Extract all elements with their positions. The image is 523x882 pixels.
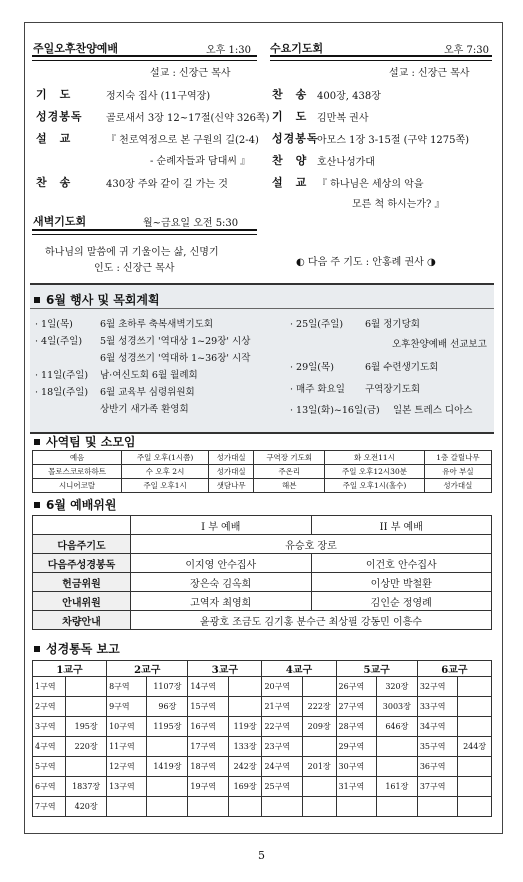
event-text: 일본 트레스 디아스 [393, 405, 473, 416]
bible-cell-area: 21구역 [262, 697, 302, 717]
wednesday-order-value: 호산나성가대 [317, 157, 375, 168]
bible-cell-area [107, 797, 147, 817]
bible-cell-area: 17구역 [188, 737, 228, 757]
team-row [33, 479, 492, 493]
events-divider [30, 308, 494, 309]
bible-cell-area: 19구역 [188, 777, 228, 797]
bible-cell-area: 3구역 [33, 717, 66, 737]
bible-cell-area: 5구역 [33, 757, 66, 777]
afternoon-order-value: 430장 주와 같이 길 가는 것 [106, 179, 228, 190]
team-cell: 수 오후 2시 [122, 465, 209, 479]
bible-cell-area: 35구역 [417, 737, 457, 757]
event-text: 남·여신도회 6월 월례회 [100, 370, 198, 381]
bible-cell-count [458, 797, 492, 817]
worship-role-label: 헌금위원 [33, 573, 131, 592]
bible-cell-area [262, 797, 302, 817]
bible-cell-count [147, 777, 188, 797]
bible-cell-area: 13구역 [107, 777, 147, 797]
event-text: 상반기 새가족 환영회 [100, 404, 189, 415]
bible-cell-count [302, 677, 336, 697]
event-date: · 11일(주일) [35, 370, 89, 381]
bible-cell-area: 1구역 [33, 677, 66, 697]
team-cell: 성가대실 [209, 465, 254, 479]
worship-names: 윤광호 조금도 김기홍 분수근 최상필 강동민 이흥수 [131, 611, 492, 630]
bible-row [33, 757, 492, 777]
bible-cell-count: 420장 [66, 797, 107, 817]
worship-names-2: 김인순 정영례 [311, 592, 492, 611]
team-cell: 주일 오후1시 [122, 479, 209, 493]
event-date: · 29일(목) [290, 362, 334, 373]
teams-heading [30, 433, 495, 450]
event-text: 6월 초하루 축복새벽기도회 [100, 319, 214, 330]
wednesday-order-value: 『 하나님은 세상의 악을 [317, 179, 424, 190]
bible-cell-area: 29구역 [336, 737, 376, 757]
bible-district-header: 4교구 [262, 661, 336, 677]
afternoon-order-label: 성경봉독 [36, 110, 83, 123]
event-text: 5월 성경쓰기 '역대상 1~29장' 시상 [100, 336, 251, 347]
team-cell: 시니어코랄 [33, 479, 122, 493]
bible-cell-area: 23구역 [262, 737, 302, 757]
bible-cell-count: 169장 [228, 777, 262, 797]
bible-cell-count: 133장 [228, 737, 262, 757]
team-cell: 주일 오후12시30분 [325, 465, 425, 479]
worship-row [33, 611, 492, 630]
bible-cell-count [458, 717, 492, 737]
wednesday-order-label: 찬 양 [272, 154, 308, 167]
bible-cell-count [66, 697, 107, 717]
bible-cell-area: 26구역 [336, 677, 376, 697]
bible-cell-count [458, 757, 492, 777]
worship-role-label: 다음주성경봉독 [33, 554, 131, 573]
event-text: 6월 교육부 심령위원회 [100, 387, 195, 398]
bible-cell-area: 11구역 [107, 737, 147, 757]
afternoon-order-label: 설 교 [36, 132, 72, 145]
bible-cell-area: 37구역 [417, 777, 457, 797]
afternoon-order-value: 정지숙 집사 (11구역장) [106, 91, 211, 102]
bible-cell-area: 27구역 [336, 697, 376, 717]
bible-cell-area: 31구역 [336, 777, 376, 797]
teams-title: 사역팀 및 소모임 [46, 435, 136, 449]
team-cell: 몰로스코로하하트 [33, 465, 122, 479]
dawn-rule [32, 229, 257, 235]
bible-district-header: 1교구 [33, 661, 107, 677]
bible-cell-count [228, 697, 262, 717]
wednesday-rule [270, 55, 492, 61]
bible-cell-area: 30구역 [336, 757, 376, 777]
worship-table [32, 515, 492, 630]
wednesday-order-value: 아모스 1장 3-15절 (구약 1275쪽) [317, 135, 470, 146]
bible-cell-count: 242장 [228, 757, 262, 777]
bible-cell-area [417, 797, 457, 817]
bullet-square-icon [34, 297, 40, 303]
event-text: 오후찬양예배 선교보고 [392, 339, 487, 350]
team-cell: 주일 오후(1시쯤) [122, 451, 209, 465]
bible-cell-count: 201장 [302, 757, 336, 777]
bible-cell-area: 32구역 [417, 677, 457, 697]
event-date: · 13일(화)~16일(금) [290, 405, 380, 416]
dawn-line2: 인도 : 신장근 목사 [94, 263, 175, 274]
bible-row [33, 717, 492, 737]
bible-cell-area: 20구역 [262, 677, 302, 697]
bible-cell-count [147, 737, 188, 757]
bible-cell-count: 1837장 [66, 777, 107, 797]
bible-cell-count: 119장 [228, 717, 262, 737]
bible-cell-count: 222장 [302, 697, 336, 717]
bible-cell-count [458, 777, 492, 797]
bible-cell-area: 33구역 [417, 697, 457, 717]
worship-corner-cell [33, 516, 131, 535]
bible-row [33, 777, 492, 797]
bible-cell-area: 34구역 [417, 717, 457, 737]
bible-row [33, 677, 492, 697]
bible-cell-count: 244장 [458, 737, 492, 757]
bible-heading [30, 640, 495, 657]
page-number: 5 [258, 849, 265, 862]
worship-header-row [33, 516, 492, 535]
team-cell: 구역장 기도회 [254, 451, 325, 465]
event-text: 구역장기도회 [365, 384, 421, 395]
team-row [33, 451, 492, 465]
bible-cell-area: 7구역 [33, 797, 66, 817]
worship-names-2: 이상만 박철환 [311, 573, 492, 592]
bible-cell-count: 195장 [66, 717, 107, 737]
bible-cell-count: 1107장 [147, 677, 188, 697]
team-cell: 주온리 [254, 465, 325, 479]
bible-cell-area: 24구역 [262, 757, 302, 777]
worship-role-label: 안내위원 [33, 592, 131, 611]
worship-row [33, 573, 492, 592]
wednesday-title: 수요기도회 [270, 42, 324, 55]
bible-cell-count [228, 677, 262, 697]
bible-cell-count: 1419장 [147, 757, 188, 777]
next-prayer: ◐ 다음 주 기도 : 안홍례 권사 ◑ [296, 257, 436, 268]
wednesday-order-label: 설 교 [272, 176, 308, 189]
afternoon-order-label: 찬 송 [36, 176, 72, 189]
bible-cell-area: 18구역 [188, 757, 228, 777]
bible-cell-count [66, 757, 107, 777]
worship-row [33, 554, 492, 573]
worship-names-1: 이지영 안수집사 [131, 554, 312, 573]
bible-cell-count: 3003장 [376, 697, 417, 717]
bible-header-row [33, 661, 492, 677]
worship-names-2: 이건호 안수집사 [311, 554, 492, 573]
bible-cell-count: 1195장 [147, 717, 188, 737]
event-date: · 1일(목) [35, 319, 73, 330]
team-cell: 성가대실 [424, 479, 491, 493]
afternoon-preacher: 설교 : 신장근 목사 [150, 68, 231, 79]
bible-cell-area: 8구역 [107, 677, 147, 697]
bible-cell-area: 25구역 [262, 777, 302, 797]
afternoon-order-label: 기 도 [36, 88, 72, 101]
team-cell: 주일 오후1시(홀수) [325, 479, 425, 493]
worship-names-1: 고역자 최영희 [131, 592, 312, 611]
events-heading [30, 291, 495, 308]
bible-cell-area: 12구역 [107, 757, 147, 777]
bible-cell-count: 209장 [302, 717, 336, 737]
bible-cell-count [302, 777, 336, 797]
event-date: · 4일(주일) [35, 336, 83, 347]
bible-district-header: 5교구 [336, 661, 417, 677]
event-text: 6월 성경쓰기 '역대하 1~36장' 시작 [100, 353, 251, 364]
team-cell: 유아 부실 [424, 465, 491, 479]
bible-cell-count [376, 797, 417, 817]
dawn-time: 월~금요일 오전 5:30 [143, 218, 239, 229]
team-cell: 성가대실 [209, 451, 254, 465]
bible-cell-area: 10구역 [107, 717, 147, 737]
wednesday-order-value: 400장, 438장 [317, 91, 381, 102]
worship-names-1: 장은숙 김옥희 [131, 573, 312, 592]
wednesday-order-label: 찬 송 [272, 88, 308, 101]
event-text: 6월 수련생기도회 [365, 362, 439, 373]
worship-col2-header: II 부 예배 [311, 516, 492, 535]
bible-row [33, 797, 492, 817]
wednesday-time: 오후 7:30 [444, 45, 489, 56]
bible-cell-count [376, 737, 417, 757]
worship-title: 6월 예배위원 [46, 498, 117, 512]
wednesday-order-label: 성경봉독 [272, 132, 319, 145]
worship-row [33, 592, 492, 611]
bible-cell-area: 36구역 [417, 757, 457, 777]
bible-cell-count [376, 757, 417, 777]
bible-cell-count [458, 697, 492, 717]
bullet-square-icon [34, 502, 40, 508]
bible-cell-count: 220장 [66, 737, 107, 757]
bible-cell-area [188, 797, 228, 817]
bible-district-header: 3교구 [188, 661, 262, 677]
wednesday-order-label: 기 도 [272, 110, 308, 123]
bible-cell-area: 6구역 [33, 777, 66, 797]
bible-cell-count [458, 677, 492, 697]
afternoon-order-value: 골로새서 3장 12~17절(신약 326쪽) [106, 113, 270, 124]
event-text: 6월 정기당회 [365, 319, 420, 330]
bible-row [33, 737, 492, 757]
bible-cell-count [302, 797, 336, 817]
afternoon-order-value: 『 천로역정으로 본 구원의 길(2-4) [106, 135, 259, 146]
bible-cell-area: 16구역 [188, 717, 228, 737]
bible-cell-area: 15구역 [188, 697, 228, 717]
teams-table [32, 450, 492, 493]
team-row [33, 465, 492, 479]
dawn-line1: 하나님의 말씀에 귀 기울이는 삶, 신명기 [45, 247, 219, 258]
bible-cell-area: 9구역 [107, 697, 147, 717]
team-cell: 샛담나무 [209, 479, 254, 493]
bible-cell-count [228, 797, 262, 817]
bible-district-header: 2교구 [107, 661, 188, 677]
bible-cell-count [66, 677, 107, 697]
team-cell: 해븐 [254, 479, 325, 493]
wednesday-order-value: 김만복 권사 [317, 113, 369, 124]
worship-role-label: 차량안내 [33, 611, 131, 630]
dawn-title: 새벽기도회 [33, 215, 87, 228]
bible-cell-count: 161장 [376, 777, 417, 797]
bible-cell-area: 14구역 [188, 677, 228, 697]
afternoon-time: 오후 1:30 [206, 45, 251, 56]
afternoon-rule [32, 55, 257, 61]
wednesday-preacher: 설교 : 신장근 목사 [389, 68, 470, 79]
event-date: · 25일(주일) [290, 319, 344, 330]
wednesday-order-value: 모른 척 하시는가? 』 [352, 199, 445, 210]
bible-table [32, 660, 492, 817]
event-date: · 18일(주일) [35, 387, 89, 398]
worship-role-label: 다음주기도 [33, 535, 131, 554]
bible-cell-area [336, 797, 376, 817]
worship-col1-header: I 부 예배 [131, 516, 312, 535]
event-date: · 매주 화요일 [290, 384, 345, 395]
team-cell: 화 오전11시 [325, 451, 425, 465]
bible-district-header: 6교구 [417, 661, 491, 677]
bible-cell-count: 646장 [376, 717, 417, 737]
bible-cell-area: 22구역 [262, 717, 302, 737]
team-cell: 예음 [33, 451, 122, 465]
bible-cell-area: 28구역 [336, 717, 376, 737]
events-title: 6월 행사 및 목회계획 [46, 293, 160, 307]
afternoon-order-value: - 순례자들과 담대씨 』 [150, 156, 251, 167]
bullet-square-icon [34, 439, 40, 445]
team-cell: 1층 갈릴나무 [424, 451, 491, 465]
bible-cell-count [147, 797, 188, 817]
bible-cell-area: 2구역 [33, 697, 66, 717]
bible-cell-count [302, 737, 336, 757]
afternoon-title: 주일오후찬양예배 [33, 42, 119, 55]
bible-title: 성경통독 보고 [46, 642, 120, 656]
bible-row [33, 697, 492, 717]
worship-row [33, 535, 492, 554]
bible-cell-count: 320장 [376, 677, 417, 697]
bible-cell-count: 96장 [147, 697, 188, 717]
worship-heading [30, 496, 495, 513]
bullet-square-icon [34, 646, 40, 652]
bible-cell-area: 4구역 [33, 737, 66, 757]
worship-names: 유승호 장로 [131, 535, 492, 554]
